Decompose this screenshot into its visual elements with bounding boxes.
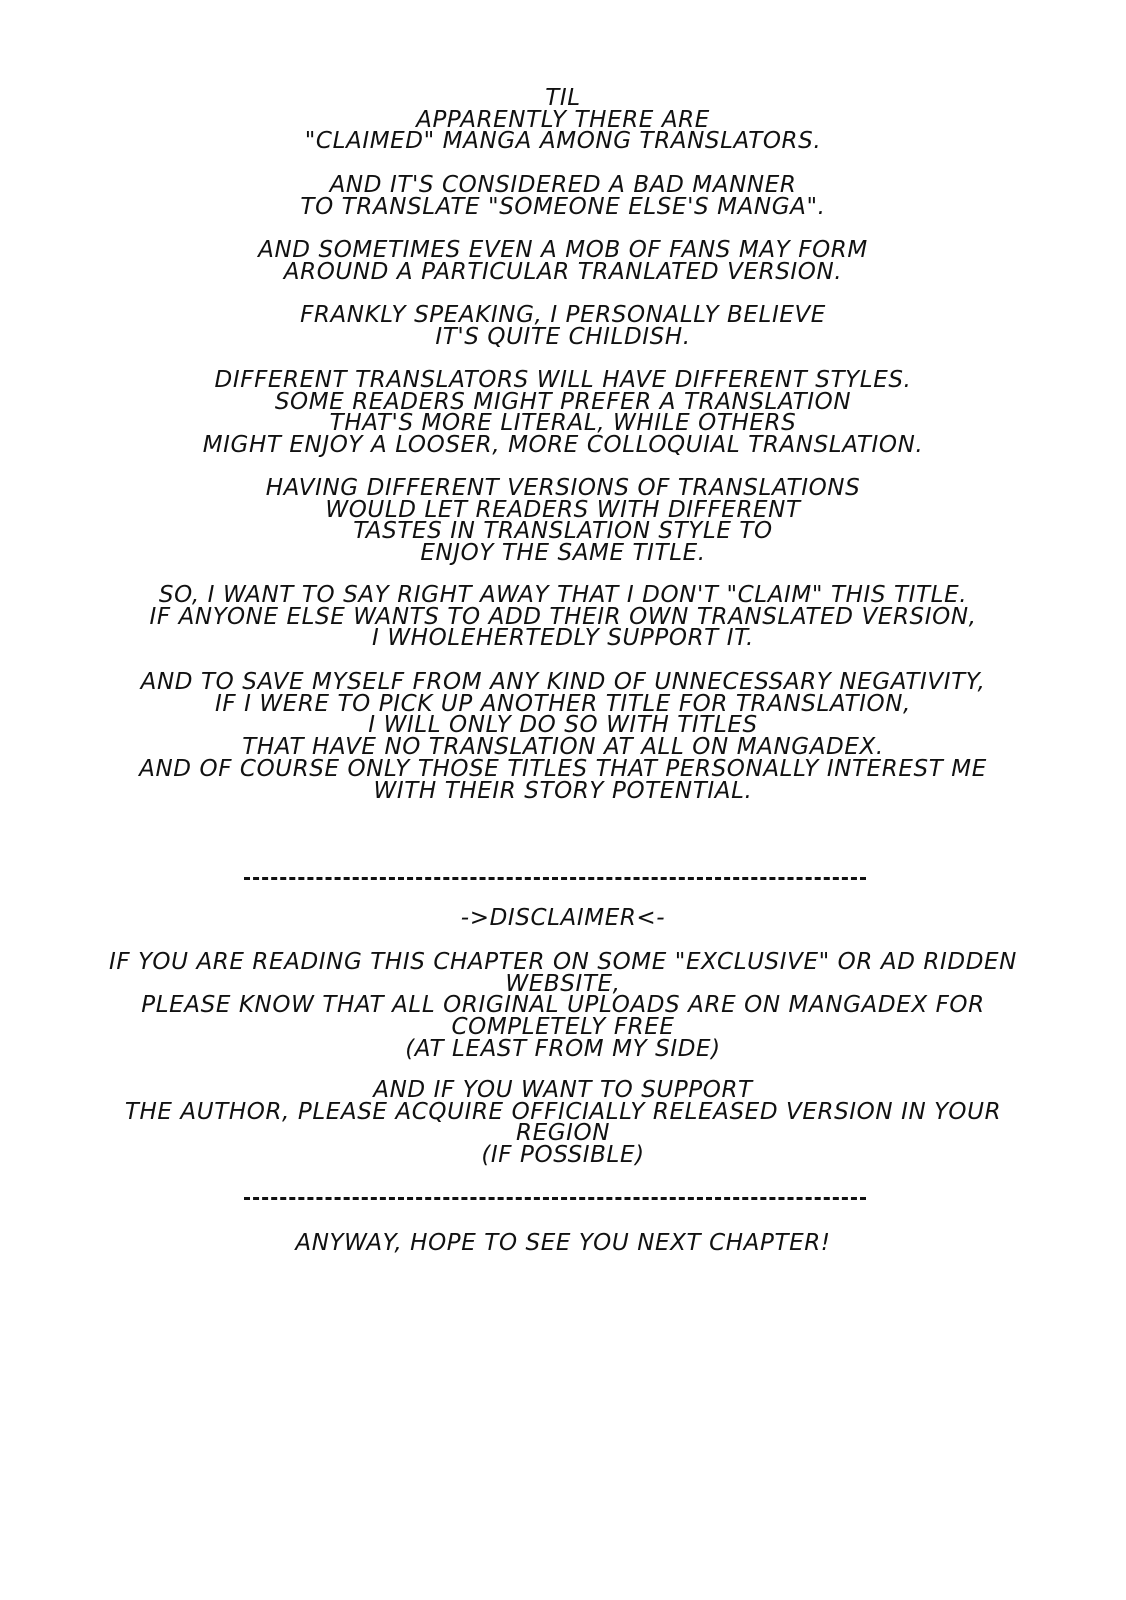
text-line: TASTES IN TRANSLATION STYLE TO xyxy=(353,518,773,545)
text-line: AND IF YOU WANT TO SUPPORT xyxy=(373,1077,753,1103)
text-line: AROUND A PARTICULAR TRANLATED VERSION. xyxy=(283,258,843,285)
text-line: (IF POSSIBLE) xyxy=(481,1142,645,1169)
text-line: AND SOMETIMES EVEN A MOB OF FANS MAY FORM xyxy=(258,237,868,263)
text-line: COMPLETELY FREE xyxy=(451,1014,675,1041)
text-line: WOULD LET READERS WITH DIFFERENT xyxy=(325,496,801,523)
paragraph-translation-styles xyxy=(60,367,1066,459)
text-line: TIL xyxy=(545,85,581,111)
dashed-divider-bottom xyxy=(244,1197,866,1200)
paragraph-avoid-negativity xyxy=(60,669,1066,804)
paragraph-mob-of-fans xyxy=(60,237,1066,285)
disclaimer-paragraph-support xyxy=(60,1077,1066,1169)
disclaimer-paragraph-uploads xyxy=(60,949,1066,1062)
text-line: IF YOU ARE READING THIS CHAPTER ON SOME "EXCLUSIVE" OR AD RIDDEN xyxy=(109,949,1017,975)
text-line: AND TO SAVE MYSELF FROM ANY KIND OF UNNECESSARY NEGATIVITY, xyxy=(140,669,986,695)
disclaimer-heading-text: ->DISCLAIMER<- xyxy=(460,905,666,931)
text-line: WEBSITE, xyxy=(505,970,621,997)
closing-message xyxy=(60,1230,1066,1256)
text-line: MIGHT ENJOY A LOOSER, MORE COLLOQUIAL TRANSLATION. xyxy=(202,432,924,459)
text-line: HAVING DIFFERENT VERSIONS OF TRANSLATIONS xyxy=(265,475,861,501)
text-line: AND OF COURSE ONLY THOSE TITLES THAT PERSONALLY INTEREST ME xyxy=(139,755,987,782)
text-line: AND IT'S CONSIDERED A BAD MANNER xyxy=(329,172,797,198)
text-line: SOME READERS MIGHT PREFER A TRANSLATION xyxy=(274,388,852,415)
text-line: "CLAIMED" MANGA AMONG TRANSLATORS. xyxy=(304,128,822,155)
text-line: PLEASE KNOW THAT ALL ORIGINAL UPLOADS ARE ON MANGADEX FOR xyxy=(141,992,985,1019)
paragraph-different-versions xyxy=(60,475,1066,567)
text-line: SO, I WANT TO SAY RIGHT AWAY THAT I DON'T "CLAIM" THIS TITLE. xyxy=(158,582,968,608)
text-line: APPARENTLY THERE ARE xyxy=(416,106,710,133)
text-line: TO TRANSLATE "SOMEONE ELSE'S MANGA". xyxy=(300,193,826,220)
text-line: IT'S QUITE CHILDISH. xyxy=(435,323,691,350)
text-line: I WILL ONLY DO SO WITH TITLES xyxy=(368,712,758,739)
text-line: IF I WERE TO PICK UP ANOTHER TITLE FOR TRANSLATION, xyxy=(215,690,911,717)
text-line: THE AUTHOR, PLEASE ACQUIRE OFFICIALLY RELEASED VERSION IN YOUR xyxy=(124,1098,1002,1125)
paragraph-no-claim xyxy=(60,582,1066,652)
text-line: I WHOLEHERTEDLY SUPPORT IT. xyxy=(372,625,754,652)
dashed-divider-top xyxy=(244,877,866,880)
text-line: THAT'S MORE LITERAL, WHILE OTHERS xyxy=(329,410,797,437)
paragraph-claimed-manga xyxy=(60,85,1066,155)
paragraph-childish xyxy=(60,302,1066,350)
text-line: WITH THEIR STORY POTENTIAL. xyxy=(373,777,753,804)
paragraph-bad-manner xyxy=(60,172,1066,220)
text-line: ENJOY THE SAME TITLE. xyxy=(420,540,706,567)
text-line: REGION xyxy=(515,1120,611,1147)
disclaimer-heading xyxy=(60,905,1066,931)
closing-text: ANYWAY, HOPE TO SEE YOU NEXT CHAPTER! xyxy=(295,1230,831,1256)
text-line: DIFFERENT TRANSLATORS WILL HAVE DIFFERENT STYLES. xyxy=(214,367,912,393)
text-line: THAT HAVE NO TRANSLATION AT ALL ON MANGADEX. xyxy=(242,734,884,761)
text-line: IF ANYONE ELSE WANTS TO ADD THEIR OWN TRANSLATED VERSION, xyxy=(149,603,977,630)
text-line: (AT LEAST FROM MY SIDE) xyxy=(405,1035,721,1062)
text-line: FRANKLY SPEAKING, I PERSONALLY BELIEVE xyxy=(300,302,826,328)
